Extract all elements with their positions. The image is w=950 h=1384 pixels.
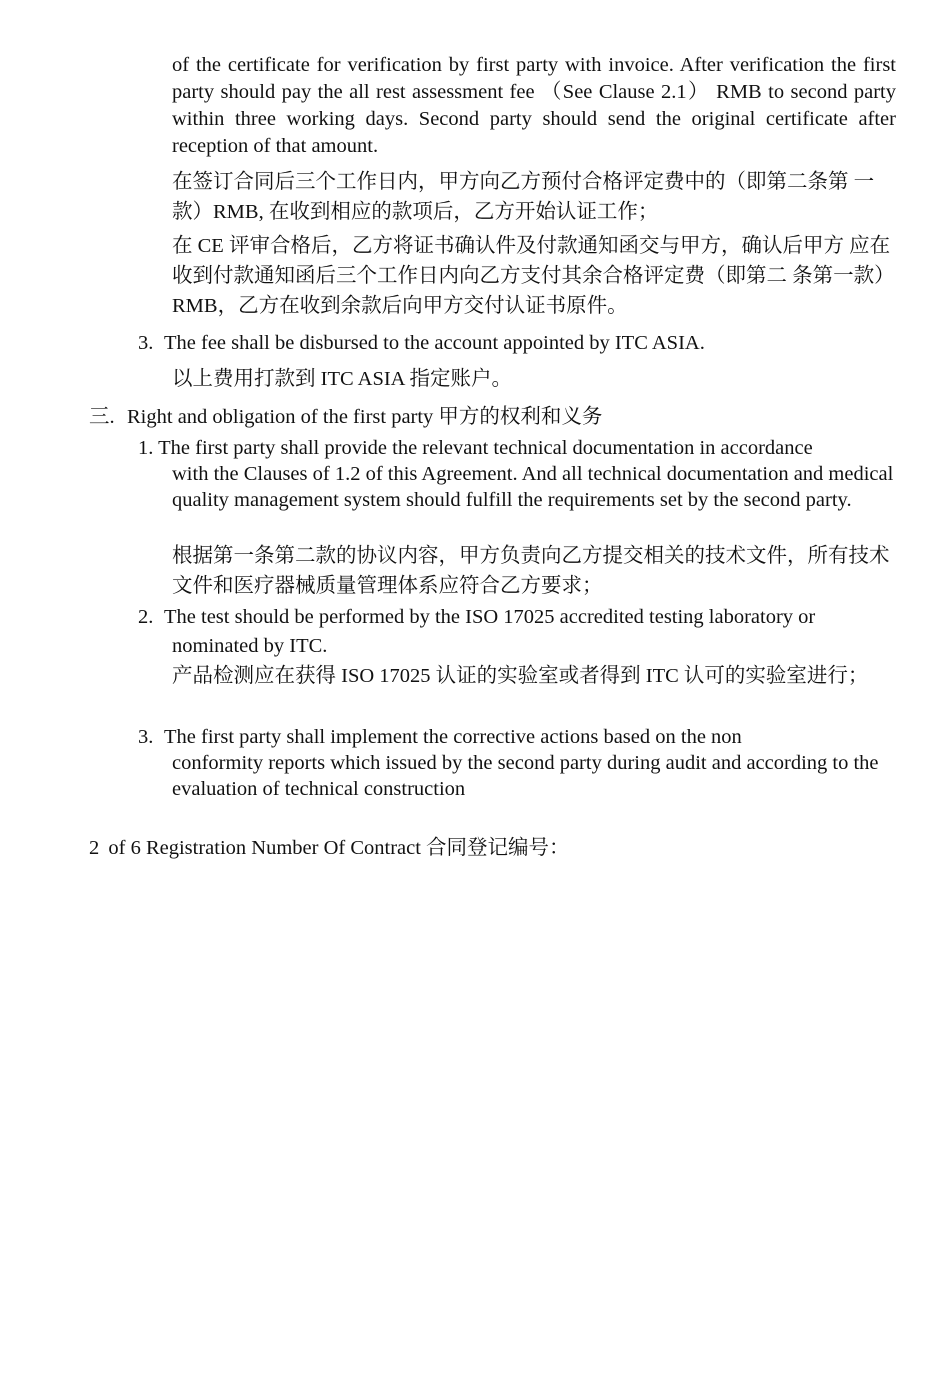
section-number: 三. xyxy=(89,406,115,428)
item-en-continuation: conformity reports which issued by the second party during audit and according to the evaluation of technical construction xyxy=(172,752,879,800)
clause2-en-paragraph: of the certificate for verification by first party with invoice. After verification the first party should pay the all rest assessment fee （See Clause 2.1） RMB to second party within three working days. Second party should send the original certificate after reception of that amount. xyxy=(172,54,896,157)
item-number: 1. xyxy=(138,437,154,459)
clause2-item-3 xyxy=(138,330,896,356)
page-footer xyxy=(89,835,570,861)
item-en-first-line: The first party shall implement the corrective actions based on the non xyxy=(164,726,742,748)
item-number: 3. xyxy=(138,726,154,748)
item-en-first-line: The first party shall provide the relevant technical documentation in accordance xyxy=(158,437,813,459)
clause2-zh-paragraph-2: 在 CE 评审合格后，乙方将证书确认件及付款通知函交与甲方，确认后甲方 应在收到付款通知函后三个工作日内向乙方支付其余合格评定费（即第二 条第一款）RMB，乙方在收到余款后向甲方交付认证书原件。 xyxy=(172,235,895,317)
page-number: 2 xyxy=(89,837,100,859)
clause2-zh-paragraph-1: 在签订合同后三个工作日内，甲方向乙方预付合格评定费中的（即第二条第 一款）RMB, 在收到相应的款项后，乙方开始认证工作； xyxy=(172,171,875,223)
section-3-heading xyxy=(89,404,896,430)
section3-item-3 xyxy=(138,724,896,802)
registration-number-label: Registration Number Of Contract 合同登记编号： xyxy=(145,837,570,859)
section3-item-1-zh: 根据第一条第二款的协议内容，甲方负责向乙方提交相关的技术文件，所有技术文件和医疗器械质量管理体系应符合乙方要求； xyxy=(172,545,890,597)
item-en-continuation: nominated by ITC. xyxy=(172,635,328,657)
page-of-total: of 6 xyxy=(108,837,141,859)
item-number: 3. xyxy=(138,332,154,354)
item-en-first-line: The test should be performed by the ISO 17025 accredited testing laboratory or xyxy=(164,606,816,628)
section-heading-text: Right and obligation of the first party 甲方的权利和义务 xyxy=(127,406,603,428)
item-en-continuation: with the Clauses of 1.2 of this Agreement. And all technical documentation and medical quality management system should fulfill the requirements set by the second party. xyxy=(172,463,894,511)
item-en-text: The fee shall be disbursed to the account appointed by ITC ASIA. xyxy=(164,332,705,354)
section3-item-2-zh: 产品检测应在获得 ISO 17025 认证的实验室或者得到 ITC 认可的实验室进行； xyxy=(172,665,869,687)
item-number: 2. xyxy=(138,606,154,628)
section3-item-1 xyxy=(138,435,896,513)
section3-item-2 xyxy=(138,604,896,659)
clause2-item-3-zh: 以上费用打款到 ITC ASIA 指定账户。 xyxy=(172,368,512,390)
